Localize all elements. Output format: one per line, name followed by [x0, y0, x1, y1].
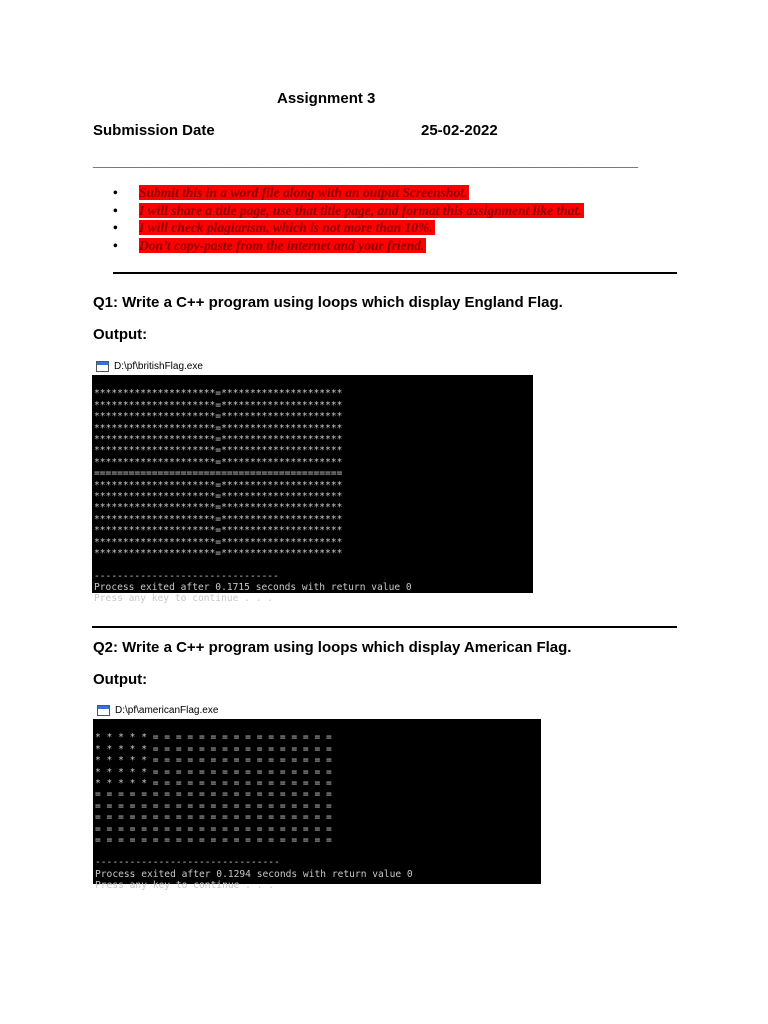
window-titlebar [93, 702, 541, 719]
console-line: -------------------------------- [94, 570, 279, 582]
instruction-item [113, 219, 584, 237]
console-line: = = = = = = = = = = = = = = = = = = = = = [95, 823, 332, 835]
instruction-item [113, 202, 584, 220]
console-line: *********************=********************* [94, 536, 343, 548]
console-line: *********************=********************* [94, 479, 343, 491]
console-line [95, 846, 541, 857]
console-line: *********************=********************* [94, 388, 343, 400]
console-line: *********************=********************* [94, 434, 343, 446]
question-1-output-label: Output: [93, 326, 148, 343]
console-window-1 [92, 358, 533, 605]
console-output-2 [93, 719, 541, 892]
bullet-icon: • [113, 220, 118, 235]
console-line: *********************=********************* [94, 548, 343, 560]
window-title: D:\pf\britishFlag.exe [114, 361, 203, 372]
instruction-list [113, 184, 584, 254]
console-line: *********************=********************* [94, 422, 343, 434]
assignment-title: Assignment 3 [277, 90, 376, 107]
console-line: *********************=********************* [94, 491, 343, 503]
console-line: * * * * * = = = = = = = = = = = = = = = = [95, 755, 332, 767]
console-line: -------------------------------- [95, 857, 280, 869]
console-line: *********************=********************* [94, 456, 343, 468]
console-line: * * * * * = = = = = = = = = = = = = = = = [95, 743, 332, 755]
console-line: = = = = = = = = = = = = = = = = = = = = = [95, 800, 332, 812]
console-line [94, 560, 533, 571]
window-title: D:\pf\americanFlag.exe [115, 705, 219, 716]
console-line: Process exited after 0.1294 seconds with return value 0 [95, 868, 413, 880]
console-line: *********************=********************* [94, 411, 343, 423]
console-app-icon [96, 361, 109, 372]
console-line: = = = = = = = = = = = = = = = = = = = = = [95, 835, 332, 847]
header-underscore-line: ______________________________________________________________________ [93, 153, 639, 169]
question-2-title: Q2: Write a C++ program using loops which display American Flag. [93, 639, 572, 656]
console-line: * * * * * = = = = = = = = = = = = = = = = [95, 766, 332, 778]
section-divider [113, 272, 677, 274]
console-line: Process exited after 0.1715 seconds with return value 0 [94, 581, 412, 593]
console-line: = = = = = = = = = = = = = = = = = = = = = [95, 812, 332, 824]
console-app-icon [97, 705, 110, 716]
bullet-icon: • [113, 202, 118, 218]
console-line: * * * * * = = = = = = = = = = = = = = = = [95, 778, 332, 790]
instruction-text: Submit this in a word file along with an output Screenshot. [139, 185, 468, 200]
submission-date-value: 25-02-2022 [421, 122, 498, 139]
window-titlebar [92, 358, 533, 375]
console-line: *********************=********************* [94, 502, 343, 514]
console-window-2 [93, 702, 541, 892]
console-line: *********************=********************* [94, 525, 343, 537]
console-line: *********************=********************* [94, 513, 343, 525]
bullet-icon: • [113, 237, 118, 253]
console-line: = = = = = = = = = = = = = = = = = = = = = [95, 789, 332, 801]
console-line: Press any key to continue . . . [95, 880, 275, 892]
instruction-text: Don’t copy-paste from the internet and your friend. [139, 237, 425, 253]
console-line: * * * * * = = = = = = = = = = = = = = = = [95, 732, 332, 744]
instruction-text: I will check plagiarism, which is not more than 10%. [139, 220, 433, 235]
submission-date-label: Submission Date [93, 122, 215, 139]
section-divider [92, 626, 677, 628]
question-1-title: Q1: Write a C++ program using loops which display England Flag. [93, 294, 563, 311]
console-line: =========================================== [94, 468, 343, 480]
instruction-item [113, 237, 584, 255]
console-line: *********************=********************* [94, 445, 343, 457]
instruction-item [113, 184, 584, 202]
bullet-icon: • [113, 185, 118, 200]
console-line: *********************=********************* [94, 399, 343, 411]
console-output-1 [92, 375, 533, 605]
question-2-output-label: Output: [93, 671, 148, 688]
console-line: Press any key to continue . . . [94, 593, 274, 605]
instruction-text: I will share a title page, use that title page, and format this assignment like that. [139, 202, 582, 218]
